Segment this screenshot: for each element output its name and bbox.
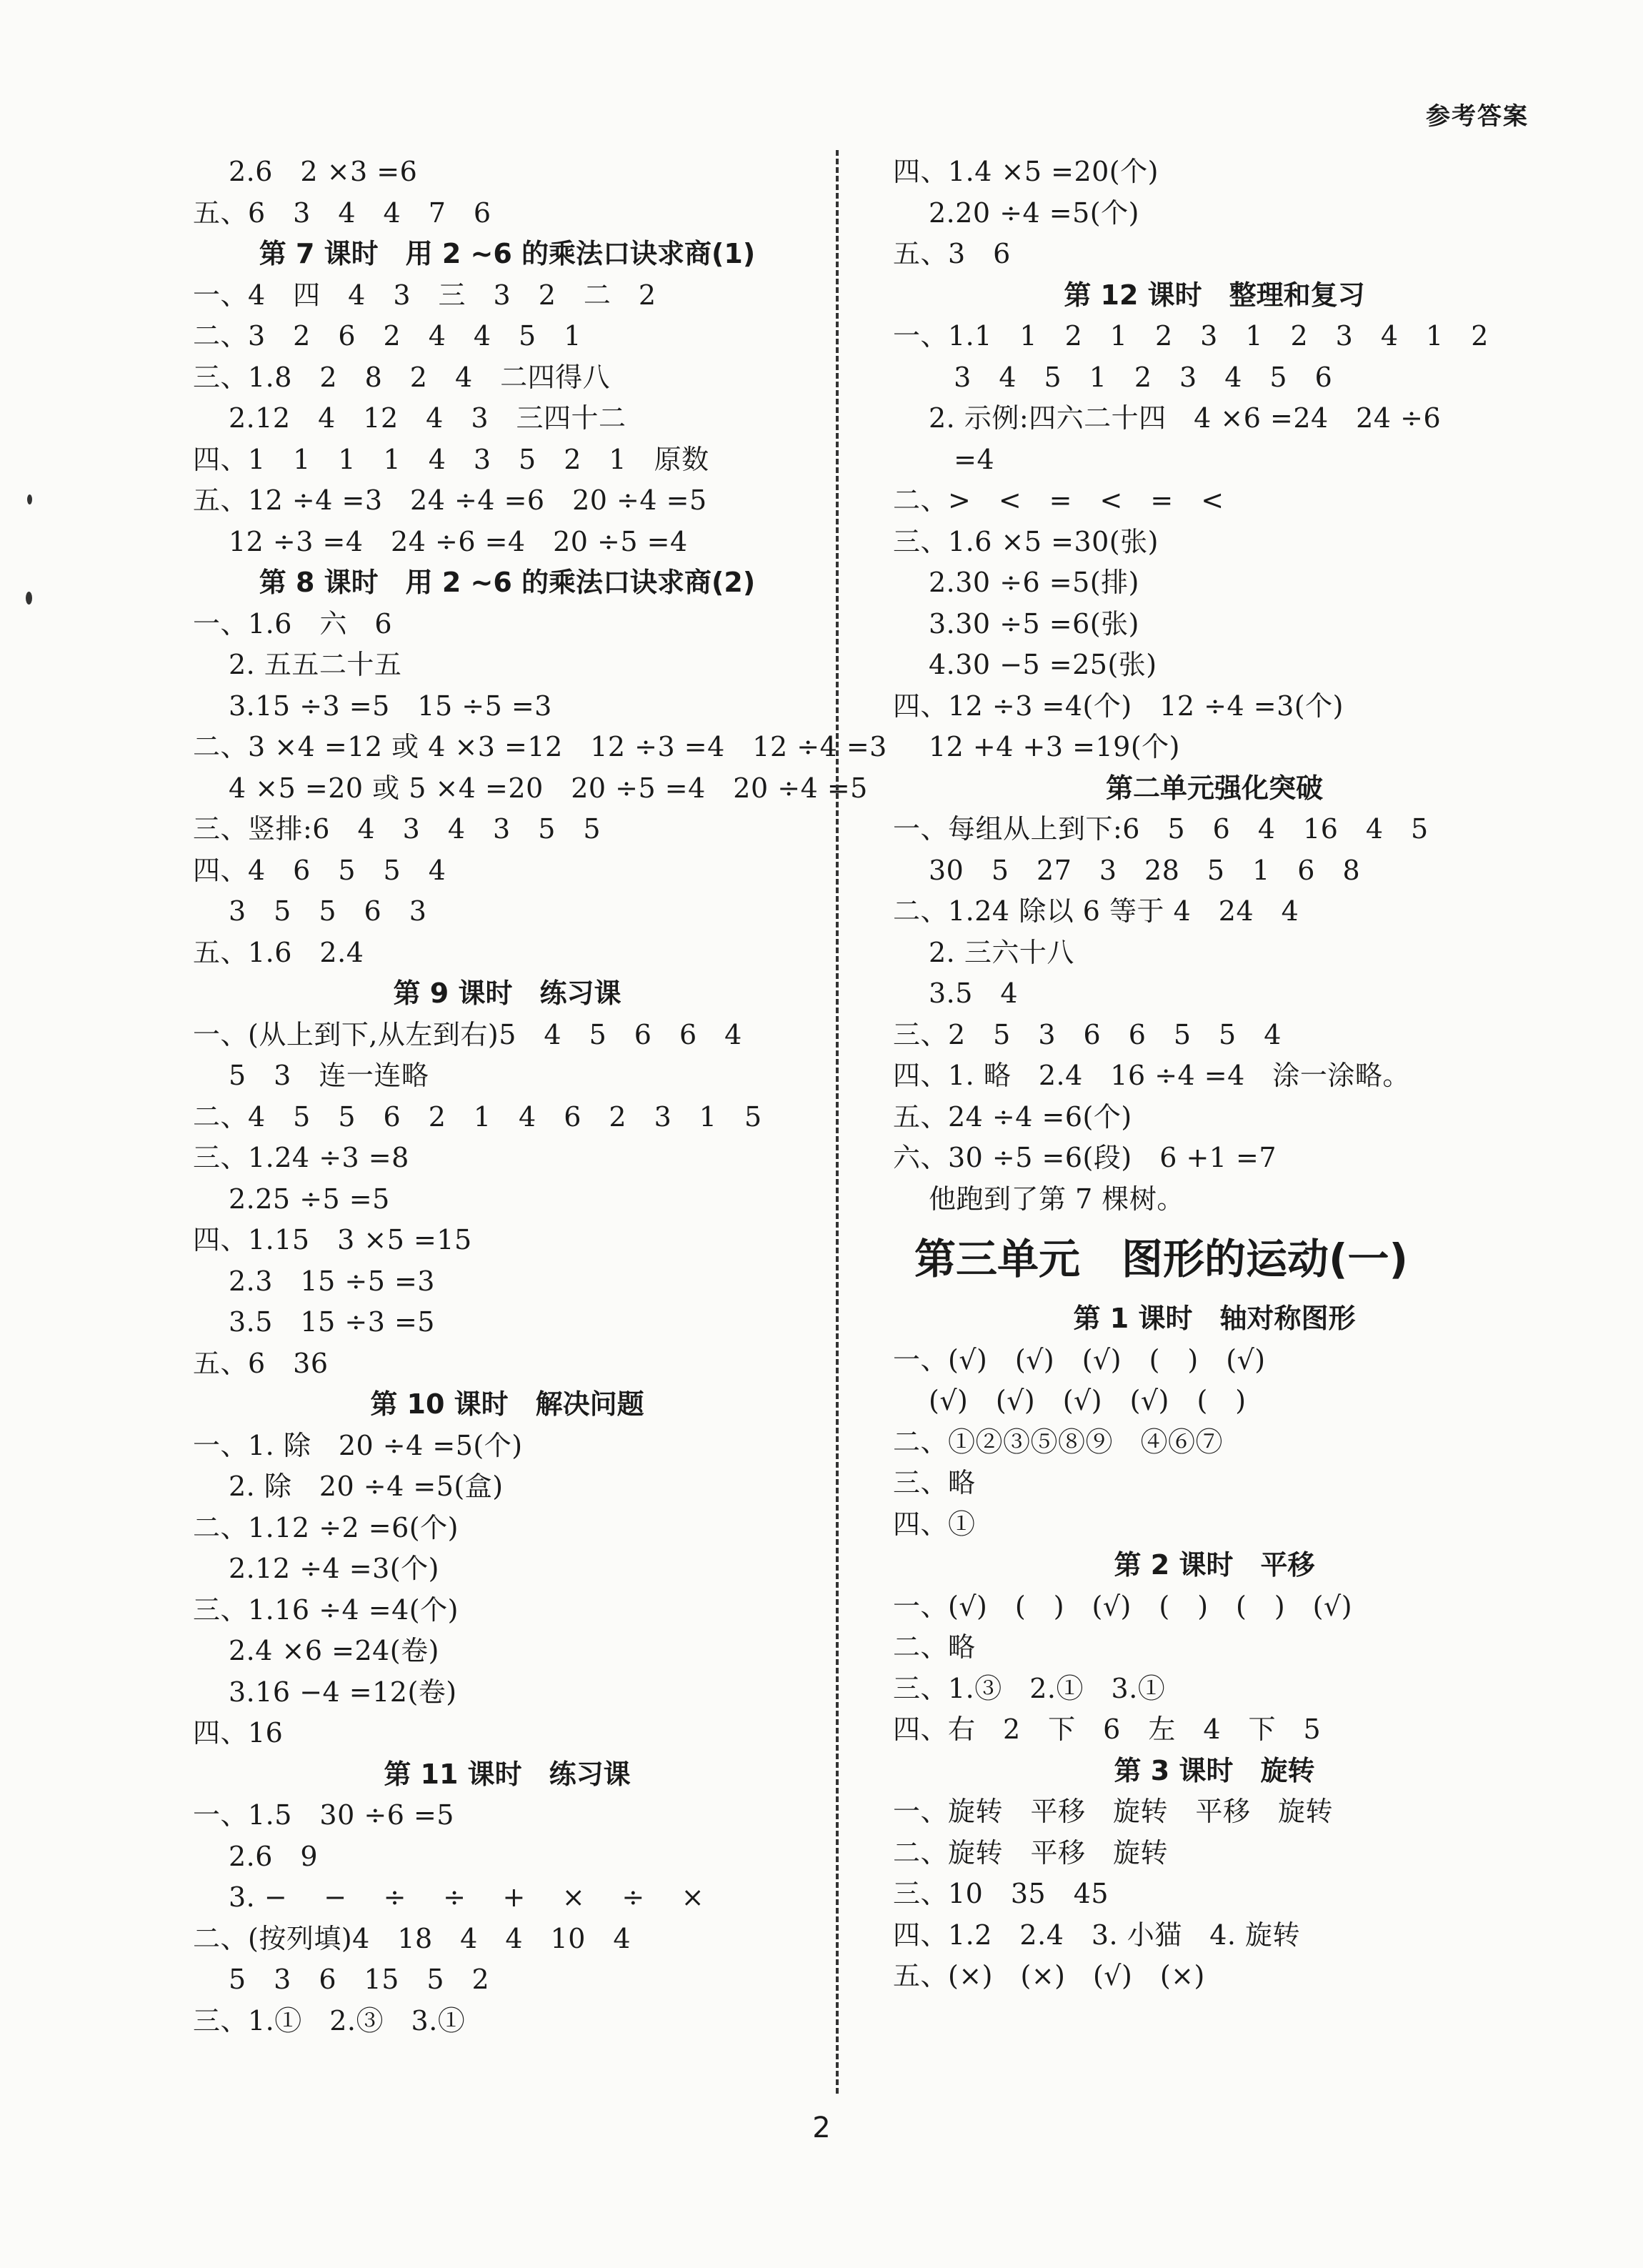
answer-line: 四、1 1 1 1 4 3 5 2 1 原数 xyxy=(193,443,709,475)
lesson-title: 第 8 课时 用 2 ~6 的乘法口诀求商(2) xyxy=(259,567,756,598)
answer-line: 三、竖排:6 4 3 4 3 5 5 xyxy=(193,813,601,845)
scan-mark xyxy=(26,592,32,605)
answer-line: =4 xyxy=(936,443,995,475)
answer-line: 2.20 ÷4 =5(个) xyxy=(929,197,1139,229)
answer-line: 一、1.1 1 2 1 2 3 1 2 3 4 1 2 xyxy=(893,320,1489,352)
answer-line: 2.12 ÷4 =3(个) xyxy=(229,1553,439,1584)
answer-line: 三、2 5 3 6 6 5 5 4 xyxy=(893,1018,1282,1050)
answer-line: 四、1. 略 2.4 16 ÷4 =4 涂一涂略。 xyxy=(893,1060,1410,1091)
lesson-title: 第 10 课时 解决问题 xyxy=(370,1388,644,1420)
answer-line: (√) (√) (√) (√) ( ) xyxy=(929,1385,1247,1416)
answer-line: 四、4 6 5 5 4 xyxy=(193,854,446,886)
answer-line: 三、10 35 45 xyxy=(893,1878,1109,1909)
answer-line: 二、①②③⑤⑧⑨ ④⑥⑦ xyxy=(893,1426,1224,1458)
answer-line: 四、① xyxy=(893,1508,976,1540)
answer-line: 四、1.4 ×5 =20(个) xyxy=(893,156,1159,187)
answer-line: 5 3 连一连略 xyxy=(229,1060,429,1091)
answer-line: 一、1. 除 20 ÷4 =5(个) xyxy=(193,1429,523,1461)
answer-line: 三、1.③ 2.① 3.① xyxy=(893,1672,1166,1704)
left-answer-column xyxy=(193,151,887,2041)
answer-line: 二、旋转 平移 旋转 xyxy=(893,1836,1169,1869)
answer-line: 3.30 ÷5 =6(张) xyxy=(929,607,1139,640)
answer-line: 二、略 xyxy=(893,1631,976,1663)
answer-line: 四、1.2 2.4 3. 小猫 4. 旋转 xyxy=(893,1919,1301,1951)
answer-line: 四、12 ÷3 =4(个) 12 ÷4 =3(个) xyxy=(893,690,1344,722)
answer-line: 四、1.15 3 ×5 =15 xyxy=(193,1224,472,1255)
answer-line: 2.6 2 ×3 =6 xyxy=(229,156,418,187)
answer-line: 一、旋转 平移 旋转 平移 旋转 xyxy=(893,1796,1334,1827)
answer-line: 30 5 27 3 28 5 1 6 8 xyxy=(929,854,1361,886)
answer-line: 三、1.6 ×5 =30(张) xyxy=(893,525,1159,557)
answer-line: 二、4 5 5 6 2 1 4 6 2 3 1 5 xyxy=(193,1100,762,1133)
answer-line: 二、> < = < = < xyxy=(893,484,1224,516)
column-divider xyxy=(836,150,839,2094)
answer-line: 2.3 15 ÷5 =3 xyxy=(229,1265,435,1297)
answer-line: 一、(√) (√) (√) ( ) (√) xyxy=(893,1343,1266,1376)
answer-line: 3.15 ÷3 =5 15 ÷5 =3 xyxy=(229,690,552,722)
answer-line: 2. 五五二十五 xyxy=(229,649,402,680)
answer-line: 他跑到了第 7 棵树。 xyxy=(929,1183,1184,1215)
answer-line: 一、4 四 4 3 三 3 2 二 2 xyxy=(193,279,656,311)
page-number: 2 xyxy=(812,2112,831,2144)
answer-line: 五、6 3 4 4 7 6 xyxy=(193,197,491,229)
answer-line: 2.4 ×6 =24(卷) xyxy=(229,1635,439,1666)
answer-line: 二、3 ×4 =12 或 4 ×3 =12 12 ÷3 =4 12 ÷4 =3 xyxy=(193,731,887,762)
page-header-title: 参考答案 xyxy=(1426,102,1529,131)
answer-line: 3 4 5 1 2 3 4 5 6 xyxy=(936,361,1333,393)
answer-line: 五、3 6 xyxy=(893,238,1011,269)
answer-line: 一、1.5 30 ÷6 =5 xyxy=(193,1799,454,1831)
lesson-title: 第 1 课时 轴对称图形 xyxy=(1073,1303,1356,1334)
answer-line: 2.30 ÷6 =5(排) xyxy=(929,567,1139,598)
answer-line: 二、1.24 除以 6 等于 4 24 4 xyxy=(893,895,1299,927)
lesson-title: 第二单元强化突破 xyxy=(1105,772,1323,804)
answer-line: 四、16 xyxy=(193,1717,284,1749)
answer-line: 3.16 −4 =12(卷) xyxy=(229,1676,457,1708)
answer-line: 一、(√) ( ) (√) ( ) ( ) (√) xyxy=(893,1590,1353,1622)
lesson-title: 第 2 课时 平移 xyxy=(1114,1549,1315,1581)
lesson-title: 第 7 课时 用 2 ~6 的乘法口诀求商(1) xyxy=(259,238,756,269)
answer-line: 2. 三六十八 xyxy=(929,936,1074,968)
answer-line: 六、30 ÷5 =6(段) 6 +1 =7 xyxy=(893,1142,1277,1173)
answer-line: 二、3 2 6 2 4 4 5 1 xyxy=(193,320,581,352)
answer-line: 5 3 6 15 5 2 xyxy=(229,1964,490,1995)
answer-line: 一、每组从上到下:6 5 6 4 16 4 5 xyxy=(893,813,1429,845)
answer-line: 3.5 15 ÷3 =5 xyxy=(229,1306,435,1338)
answer-line: 五、(×) (×) (√) (×) xyxy=(893,1960,1205,1991)
answer-line: 一、1.6 六 6 xyxy=(193,607,393,640)
answer-line: 2.12 4 12 4 3 三四十二 xyxy=(229,402,626,434)
answer-line: 五、24 ÷4 =6(个) xyxy=(893,1100,1132,1133)
answer-line: 四、右 2 下 6 左 4 下 5 xyxy=(893,1714,1322,1745)
answer-line: 2.25 ÷5 =5 xyxy=(229,1183,390,1215)
answer-line: 3 5 5 6 3 xyxy=(229,895,427,927)
unit-title: 第三单元 图形的运动(一) xyxy=(914,1235,1409,1283)
lesson-title: 第 11 课时 练习课 xyxy=(384,1758,631,1790)
answer-line: 12 +4 +3 =19(个) xyxy=(929,731,1180,762)
answer-line: 二、(按列填)4 18 4 4 10 4 xyxy=(193,1922,631,1954)
answer-line: 4.30 −5 =25(张) xyxy=(929,649,1157,680)
answer-line: 2. 除 20 ÷4 =5(盒) xyxy=(229,1471,504,1502)
answer-line: 三、1.24 ÷3 =8 xyxy=(193,1142,409,1173)
answer-line: 3. − − ÷ ÷ + × ÷ × xyxy=(229,1881,705,1913)
lesson-title: 第 9 课时 练习课 xyxy=(393,978,621,1009)
right-answer-column xyxy=(893,151,1536,1997)
answer-line: 2.6 9 xyxy=(229,1840,319,1872)
lesson-title: 第 3 课时 旋转 xyxy=(1114,1754,1315,1786)
answer-line: 一、(从上到下,从左到右)5 4 5 6 6 4 xyxy=(193,1018,742,1050)
answer-line: 三、1.8 2 8 2 4 二四得八 xyxy=(193,361,611,393)
answer-line: 五、1.6 2.4 xyxy=(193,936,364,968)
answer-line: 五、12 ÷4 =3 24 ÷4 =6 20 ÷4 =5 xyxy=(193,484,707,516)
answer-line: 三、略 xyxy=(893,1467,976,1498)
answer-line: 3.5 4 xyxy=(929,978,1019,1009)
answer-line: 三、1.① 2.③ 3.① xyxy=(193,2004,466,2036)
answer-line: 4 ×5 =20 或 5 ×4 =20 20 ÷5 =4 20 ÷4 =5 xyxy=(229,772,868,804)
scan-mark xyxy=(27,494,32,504)
answer-line: 2. 示例:四六二十四 4 ×6 =24 24 ÷6 xyxy=(929,402,1442,434)
answer-line: 三、1.16 ÷4 =4(个) xyxy=(193,1593,459,1626)
answer-line: 五、6 36 xyxy=(193,1347,329,1379)
answer-line: 二、1.12 ÷2 =6(个) xyxy=(193,1511,459,1543)
lesson-title: 第 12 课时 整理和复习 xyxy=(1064,279,1365,311)
answer-line: 12 ÷3 =4 24 ÷6 =4 20 ÷5 =4 xyxy=(229,525,688,557)
